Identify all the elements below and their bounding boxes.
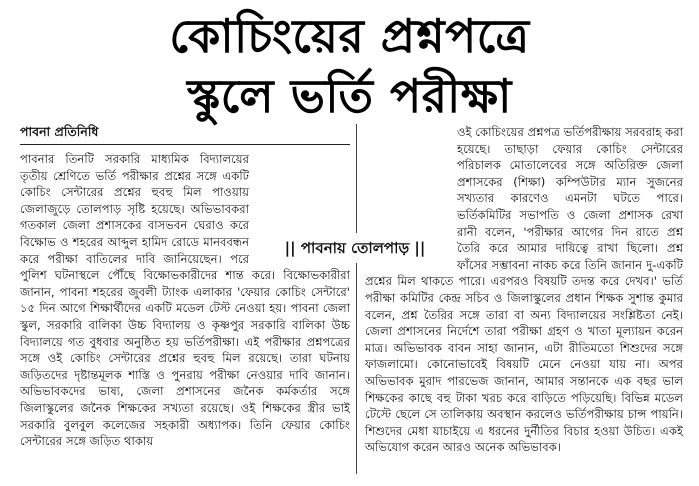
article-body-right: ওই কোচিংয়ের প্রশ্নপত্র ভর্তিপরীক্ষায় সরবরাহ করা হয়েছে। তাছাড়া ফেয়ার কোচিং সেন্টারের পরিচালক মোতালেবের সঙ্গে অতিরিক্ত জেলা প্রশাসকের (শিক্ষা) কম্পিউটার ম্যান সুজনের সখ্যতার কারণেও এমনটা ঘটতে পারে। ভর্তিকমিটির সভাপতি ও জেলা প্রশাসক রেখা রানী বলেন, 'পরীক্ষার আগের দিন রাতে প্রশ্ন তৈরি করে আমার দায়িত্বে রাখা ছিলো। প্রশ্ন ফাঁসের সম্ভাবনা নাকচ করে তিনি জানান দু-একটি প্রশ্নের মিল থাকতে পারে। এরপরও বিষয়টি তদন্ত করে দেখব।' ভর্তি পরীক্ষা কমিটির কেন্দ্র সচিব ও জিলাস্কুলের প্রধান শিক্ষক সুশান্ত কুমার বলেন, প্রশ্ন তৈরির সঙ্গে তারা বা অন্য বিদ্যালয়ের সংশ্লিষ্টতা নেই। জেলা প্রশাসনের নির্দেশে তারা পরীক্ষা গ্রহণ ও খাতা মূল্যায়ন করেন মাত্র। অভিভাবক বাবন সাহা জানান, এটা রীতিমতো শিশুদের সঙ্গে ফাজলামো। কোনোভাবেই বিষয়টি মেনে নেওয়া যায় না। অপর অভিভাবক মুরাদ পারভেজ জানান, আমার সন্তানকে এক বছর ভাল শিক্ষকের কাছে বহু টাকা খরচ করে বাড়িতে পড়িয়েছি। বিভিন্ন মডেল টেস্টে ছেলে সে তালিকায় অবস্থান করলেও ভর্তিপরীক্ষায় চান্স পায়নি। শিশুদের মেধা যাচাইয়ে এ ধরনের দুর্নীতির বিচার হওয়া উচিত। একই অভিযোগ করেন আরও অনেক অভিভাবক। (365, 125, 683, 455)
pullquote-right-bars: || (409, 239, 426, 257)
article-column-right (365, 124, 683, 456)
pullquote-left-bars: || (284, 239, 301, 257)
pullquote (268, 233, 442, 263)
headline-line-1: কোচিংয়ের প্রশ্নপত্রে (169, 9, 530, 63)
headline-line-2: স্কুলে ভর্তি পরীক্ষা (187, 69, 512, 123)
column-divider (356, 124, 357, 474)
byline: পাবনা প্রতিনিধি (20, 124, 99, 139)
article-body-left: পাবনার তিনটি সরকারি মাধ্যমিক বিদ্যালয়ের তৃতীয় শ্রেণিতে ভর্তি পরীক্ষার প্রশ্নের সঙ্গে একটি কোচিং সেন্টারের প্রশ্নের হুবহু মিল পাওয়ায় জেলাজুড়ে তোলপাড় সৃষ্টি হয়েছে। অভিভাবকরা গতকাল জেলা প্রশাসকের বাসভবন ঘেরাও করে বিক্ষোভ ও শহরের আব্দুল হামিদ রোডে মানববন্ধন করে পরীক্ষা বাতিলের দাবি জানিয়েছেন। পরে পুলিশ ঘটনাস্থলে পৌঁছে বিক্ষোভকারীদের শান্ত করে। বিক্ষোভকারীরা জানান, পাবনা শহরের জুবলী ট্যাংক এলাকার 'ফেয়ার কোচিং সেন্টারে' ১৫ দিন আগে শিক্ষার্থীদের একটি মডেল টেস্ট নেওয়া হয়। পাবনা জেলা স্কুল, সরকারি বালিকা উচ্চ বিদ্যালয় ও কৃষ্ণপুর সরকারি বালিকা উচ্চ বিদ্যালয়ে গত বুধবার অনুষ্ঠিত হয় ভর্তিপরীক্ষা। এই পরীক্ষার প্রশ্নপত্রের সঙ্গে ওই কোচিং সেন্টারের প্রশ্নের হুবহু মিল রয়েছে। তারা ঘটনায় জড়িতদের দৃষ্টান্তমূলক শাস্তি ও পুনরায় পরীক্ষা নেওয়ার দাবি জানান। অভিভাবকদের ভাষ্য, জেলা প্রশাসনের জনৈক কর্মকর্তার সঙ্গে জিলাস্কুলের জনৈক শিক্ষকের সখ্যতা রয়েছে। ওই শিক্ষকের স্ত্রীর ভাই সরকারি বুলবুল কলেজের সহকারী অধ্যাপক। তিনি ফেয়ার কোচিং সেন্টারের সঙ্গে জড়িত থাকায় (20, 152, 350, 449)
article-column-left (20, 151, 350, 450)
pullquote-text: পাবনায় তোলপাড় (300, 239, 410, 257)
byline-rule (20, 144, 350, 145)
